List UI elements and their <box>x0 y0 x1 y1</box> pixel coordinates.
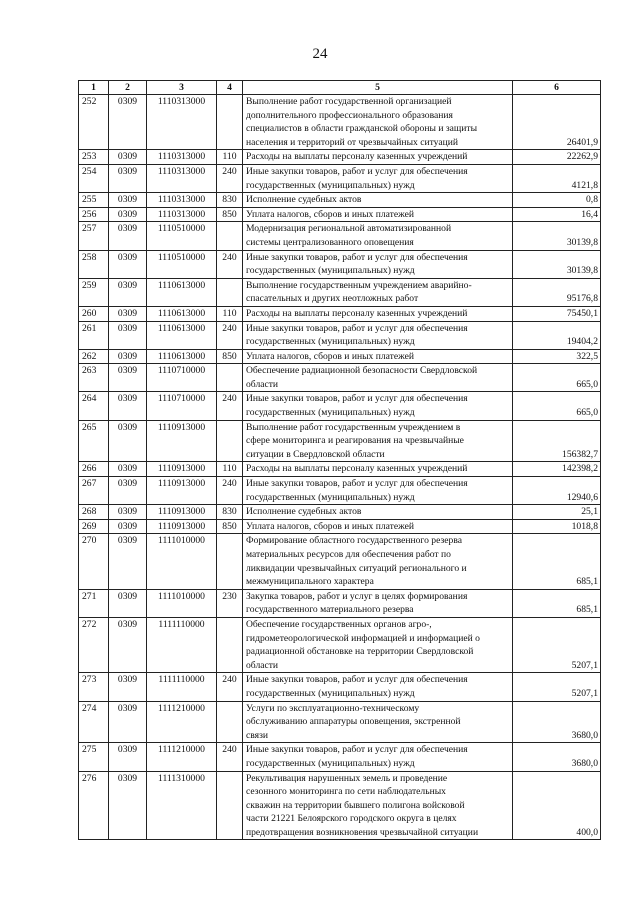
target-code-cell: 1110913000 <box>147 477 217 505</box>
expense-type-cell: 110 <box>217 462 243 477</box>
description-line: межмуниципального характера <box>246 576 374 588</box>
description-line: Иные закупки товаров, работ и услуг для обеспечения <box>246 322 468 334</box>
description-line: государственного материального резерва <box>246 604 414 616</box>
description-line: Выполнение работ государственной организацией <box>246 96 452 107</box>
amount-cell: 25,1 <box>513 505 601 520</box>
row-number-cell: 253 <box>79 150 109 165</box>
target-code-cell: 1111210000 <box>147 743 217 771</box>
description-cell <box>243 95 513 150</box>
section-code-cell: 0309 <box>109 392 147 420</box>
amount-cell: 16,4 <box>513 207 601 222</box>
description-line: Расходы на выплаты персоналу казенных учреждений <box>246 463 468 475</box>
row-number-cell: 255 <box>79 193 109 208</box>
description-cell <box>243 207 513 222</box>
expense-type-cell: 850 <box>217 519 243 534</box>
expense-type-cell: 240 <box>217 164 243 192</box>
amount-cell: 19404,2 <box>513 321 601 349</box>
table-row <box>79 349 601 364</box>
description-cell <box>243 164 513 192</box>
section-code-cell: 0309 <box>109 673 147 701</box>
description-cell <box>243 534 513 589</box>
target-code-cell: 1111010000 <box>147 589 217 617</box>
description-cell <box>243 278 513 306</box>
section-code-cell: 0309 <box>109 701 147 743</box>
table-row <box>79 364 601 392</box>
target-code-cell: 1110313000 <box>147 207 217 222</box>
description-line: радиационной обстановке на территории Свердловской <box>246 646 474 658</box>
table-row <box>79 743 601 771</box>
description-line: Модернизация региональной автоматизированной <box>246 223 452 235</box>
row-number-cell: 274 <box>79 701 109 743</box>
description-line: государственных (муниципальных) нужд <box>246 179 415 191</box>
description-cell <box>243 150 513 165</box>
description-line: Выполнение государственным учреждением аварийно- <box>246 279 472 291</box>
description-line: государственных (муниципальных) нужд <box>246 687 415 699</box>
expense-type-cell <box>217 617 243 672</box>
description-line: дополнительного профессионального образования <box>246 109 453 121</box>
table-row <box>79 250 601 278</box>
target-code-cell: 1110613000 <box>147 349 217 364</box>
section-code-cell: 0309 <box>109 589 147 617</box>
description-line: системы централизованного оповещения <box>246 236 414 248</box>
description-cell <box>243 701 513 743</box>
row-number-cell: 257 <box>79 222 109 250</box>
description-line: Исполнение судебных актов <box>246 506 362 518</box>
amount-cell: 142398,2 <box>513 462 601 477</box>
amount-cell: 665,0 <box>513 364 601 392</box>
description-line: Иные закупки товаров, работ и услуг для обеспечения <box>246 251 468 263</box>
target-code-cell: 1110510000 <box>147 250 217 278</box>
description-line: ситуации в Свердловской области <box>246 448 385 460</box>
row-number-cell: 254 <box>79 164 109 192</box>
description-line: Формирование областного государственного резерва <box>246 535 462 547</box>
target-code-cell: 1110613000 <box>147 306 217 321</box>
target-code-cell: 1110913000 <box>147 519 217 534</box>
row-number-cell: 272 <box>79 617 109 672</box>
description-line: Закупка товаров, работ и услуг в целях формирования <box>246 590 468 602</box>
description-cell <box>243 321 513 349</box>
expense-type-cell: 110 <box>217 306 243 321</box>
target-code-cell: 1110313000 <box>147 95 217 150</box>
row-number-cell: 264 <box>79 392 109 420</box>
expense-type-cell: 240 <box>217 321 243 349</box>
section-code-cell: 0309 <box>109 519 147 534</box>
description-line: Уплата налогов, сборов и иных платежей <box>246 208 415 220</box>
description-cell <box>243 477 513 505</box>
description-cell <box>243 462 513 477</box>
expense-type-cell <box>217 771 243 840</box>
table-row <box>79 771 601 840</box>
expense-type-cell <box>217 420 243 462</box>
description-line: материальных ресурсов для обеспечения работ по <box>246 549 451 560</box>
expense-type-cell: 850 <box>217 349 243 364</box>
amount-cell: 22262,9 <box>513 150 601 165</box>
table-row <box>79 306 601 321</box>
table-row <box>79 150 601 165</box>
expense-type-cell: 850 <box>217 207 243 222</box>
description-line: сезонного мониторинга по сети наблюдательных <box>246 786 446 798</box>
description-line: сфере мониторинга и реагирования на чрезвычайные <box>246 435 464 447</box>
row-number-cell: 256 <box>79 207 109 222</box>
expense-type-cell: 240 <box>217 250 243 278</box>
header-col-3: 3 <box>147 81 217 95</box>
description-cell <box>243 364 513 392</box>
description-line: обслуживанию аппаратуры оповещения, экстренной <box>246 716 461 728</box>
description-line: ликвидации чрезвычайных ситуаций регионального и <box>246 562 467 574</box>
row-number-cell: 263 <box>79 364 109 392</box>
target-code-cell: 1111310000 <box>147 771 217 840</box>
target-code-cell: 1110913000 <box>147 505 217 520</box>
description-line: Исполнение судебных актов <box>246 194 362 206</box>
amount-cell: 685,1 <box>513 589 601 617</box>
description-line: Обеспечение радиационной безопасности Свердловской <box>246 365 478 377</box>
section-code-cell: 0309 <box>109 278 147 306</box>
table-row <box>79 673 601 701</box>
section-code-cell: 0309 <box>109 193 147 208</box>
budget-table <box>78 80 601 840</box>
description-cell <box>243 617 513 672</box>
description-line: скважин на территории бывшего полигона войсковой <box>246 799 465 811</box>
amount-cell: 30139,8 <box>513 250 601 278</box>
table-row <box>79 420 601 462</box>
description-line: Рекультивация нарушенных земель и проведение <box>246 772 448 784</box>
amount-cell: 3680,0 <box>513 701 601 743</box>
row-number-cell: 267 <box>79 477 109 505</box>
header-col-1: 1 <box>79 81 109 95</box>
expense-type-cell: 830 <box>217 505 243 520</box>
target-code-cell: 1110710000 <box>147 364 217 392</box>
table-row <box>79 462 601 477</box>
expense-type-cell: 240 <box>217 743 243 771</box>
amount-cell: 5207,1 <box>513 673 601 701</box>
description-line: Иные закупки товаров, работ и услуг для обеспечения <box>246 393 468 405</box>
table-row <box>79 505 601 520</box>
row-number-cell: 265 <box>79 420 109 462</box>
section-code-cell: 0309 <box>109 150 147 165</box>
target-code-cell: 1110913000 <box>147 420 217 462</box>
amount-cell: 30139,8 <box>513 222 601 250</box>
row-number-cell: 266 <box>79 462 109 477</box>
description-line: связи <box>246 729 268 741</box>
target-code-cell: 1111110000 <box>147 673 217 701</box>
section-code-cell: 0309 <box>109 364 147 392</box>
expense-type-cell <box>217 534 243 589</box>
expense-type-cell <box>217 278 243 306</box>
description-line: области <box>246 378 279 390</box>
description-line: Иные закупки товаров, работ и услуг для обеспечения <box>246 744 468 756</box>
description-cell <box>243 306 513 321</box>
section-code-cell: 0309 <box>109 250 147 278</box>
target-code-cell: 1110313000 <box>147 193 217 208</box>
description-line: государственных (муниципальных) нужд <box>246 407 415 419</box>
section-code-cell: 0309 <box>109 505 147 520</box>
expense-type-cell: 230 <box>217 589 243 617</box>
amount-cell: 3680,0 <box>513 743 601 771</box>
table-header <box>79 81 601 95</box>
description-line: гидрометеорологической информацией и информацией о <box>246 632 480 644</box>
table-row <box>79 519 601 534</box>
amount-cell: 400,0 <box>513 771 601 840</box>
description-cell <box>243 222 513 250</box>
description-cell <box>243 519 513 534</box>
target-code-cell: 1110313000 <box>147 164 217 192</box>
description-line: Расходы на выплаты персоналу казенных учреждений <box>246 151 468 163</box>
target-code-cell: 1111010000 <box>147 534 217 589</box>
expense-type-cell <box>217 701 243 743</box>
row-number-cell: 262 <box>79 349 109 364</box>
table-row <box>79 392 601 420</box>
row-number-cell: 252 <box>79 95 109 150</box>
expense-type-cell <box>217 95 243 150</box>
row-number-cell: 275 <box>79 743 109 771</box>
expense-type-cell <box>217 222 243 250</box>
section-code-cell: 0309 <box>109 95 147 150</box>
amount-cell: 5207,1 <box>513 617 601 672</box>
row-number-cell: 261 <box>79 321 109 349</box>
row-number-cell: 271 <box>79 589 109 617</box>
section-code-cell: 0309 <box>109 349 147 364</box>
description-cell <box>243 743 513 771</box>
description-line: области <box>246 659 279 671</box>
table-body <box>79 95 601 840</box>
description-cell <box>243 392 513 420</box>
section-code-cell: 0309 <box>109 321 147 349</box>
target-code-cell: 1110613000 <box>147 278 217 306</box>
table-row <box>79 95 601 150</box>
description-line: Расходы на выплаты персоналу казенных учреждений <box>246 307 468 319</box>
amount-cell: 322,5 <box>513 349 601 364</box>
row-number-cell: 260 <box>79 306 109 321</box>
amount-cell: 156382,7 <box>513 420 601 462</box>
amount-cell: 12940,6 <box>513 477 601 505</box>
expense-type-cell: 830 <box>217 193 243 208</box>
section-code-cell: 0309 <box>109 477 147 505</box>
table-row <box>79 321 601 349</box>
amount-cell: 26401,9 <box>513 95 601 150</box>
description-cell <box>243 771 513 840</box>
expense-type-cell: 240 <box>217 477 243 505</box>
table-row <box>79 589 601 617</box>
description-cell <box>243 349 513 364</box>
section-code-cell: 0309 <box>109 617 147 672</box>
target-code-cell: 1111110000 <box>147 617 217 672</box>
amount-cell: 95176,8 <box>513 278 601 306</box>
table-row <box>79 278 601 306</box>
table-row <box>79 477 601 505</box>
description-line: Уплата налогов, сборов и иных платежей <box>246 520 415 532</box>
description-line: Иные закупки товаров, работ и услуг для обеспечения <box>246 674 468 686</box>
target-code-cell: 1111210000 <box>147 701 217 743</box>
description-line: спасательных и других неотложных работ <box>246 293 419 305</box>
table-row <box>79 207 601 222</box>
section-code-cell: 0309 <box>109 420 147 462</box>
amount-cell: 1018,8 <box>513 519 601 534</box>
description-cell <box>243 589 513 617</box>
target-code-cell: 1110313000 <box>147 150 217 165</box>
section-code-cell: 0309 <box>109 164 147 192</box>
description-line: государственных (муниципальных) нужд <box>246 757 415 769</box>
expense-type-cell: 240 <box>217 392 243 420</box>
row-number-cell: 268 <box>79 505 109 520</box>
amount-cell: 75450,1 <box>513 306 601 321</box>
row-number-cell: 276 <box>79 771 109 840</box>
section-code-cell: 0309 <box>109 222 147 250</box>
description-line: Уплата налогов, сборов и иных платежей <box>246 350 415 362</box>
description-cell <box>243 673 513 701</box>
expense-type-cell <box>217 364 243 392</box>
description-line: Услуги по эксплуатационно-техническому <box>246 702 420 714</box>
target-code-cell: 1110710000 <box>147 392 217 420</box>
expense-type-cell: 240 <box>217 673 243 701</box>
row-number-cell: 259 <box>79 278 109 306</box>
section-code-cell: 0309 <box>109 771 147 840</box>
description-cell <box>243 505 513 520</box>
table-row <box>79 222 601 250</box>
header-col-6: 6 <box>513 81 601 95</box>
target-code-cell: 1110613000 <box>147 321 217 349</box>
table-row <box>79 164 601 192</box>
description-line: Иные закупки товаров, работ и услуг для обеспечения <box>246 478 468 490</box>
amount-cell: 685,1 <box>513 534 601 589</box>
budget-table-container <box>78 80 600 840</box>
header-col-2: 2 <box>109 81 147 95</box>
amount-cell: 665,0 <box>513 392 601 420</box>
row-number-cell: 258 <box>79 250 109 278</box>
amount-cell: 4121,8 <box>513 164 601 192</box>
section-code-cell: 0309 <box>109 462 147 477</box>
amount-cell: 0,8 <box>513 193 601 208</box>
description-line: населения и территорий от чрезвычайных ситуаций <box>246 136 458 148</box>
description-line: государственных (муниципальных) нужд <box>246 336 415 348</box>
description-cell <box>243 420 513 462</box>
description-cell <box>243 193 513 208</box>
page-number: 24 <box>312 46 328 62</box>
row-number-cell: 269 <box>79 519 109 534</box>
section-code-cell: 0309 <box>109 207 147 222</box>
row-number-cell: 273 <box>79 673 109 701</box>
table-row <box>79 617 601 672</box>
section-code-cell: 0309 <box>109 743 147 771</box>
target-code-cell: 1110510000 <box>147 222 217 250</box>
row-number-cell: 270 <box>79 534 109 589</box>
description-line: предотвращения возникновения чрезвычайной ситуации <box>246 826 479 838</box>
description-line: государственных (муниципальных) нужд <box>246 265 415 277</box>
description-line: части 21221 Белоярского городского округа в целях <box>246 813 457 825</box>
description-line: государственных (муниципальных) нужд <box>246 491 415 503</box>
description-line: Выполнение работ государственным учреждением в <box>246 421 461 433</box>
table-row <box>79 534 601 589</box>
header-col-4: 4 <box>217 81 243 95</box>
section-code-cell: 0309 <box>109 306 147 321</box>
section-code-cell: 0309 <box>109 534 147 589</box>
description-line: специалистов в области гражданской обороны и защиты <box>246 123 478 135</box>
header-row <box>79 81 601 95</box>
description-line: Обеспечение государственных органов агро-, <box>246 618 432 630</box>
expense-type-cell: 110 <box>217 150 243 165</box>
table-row <box>79 701 601 743</box>
description-line: Иные закупки товаров, работ и услуг для обеспечения <box>246 165 468 177</box>
target-code-cell: 1110913000 <box>147 462 217 477</box>
description-cell <box>243 250 513 278</box>
header-col-5: 5 <box>243 81 513 95</box>
table-row <box>79 193 601 208</box>
